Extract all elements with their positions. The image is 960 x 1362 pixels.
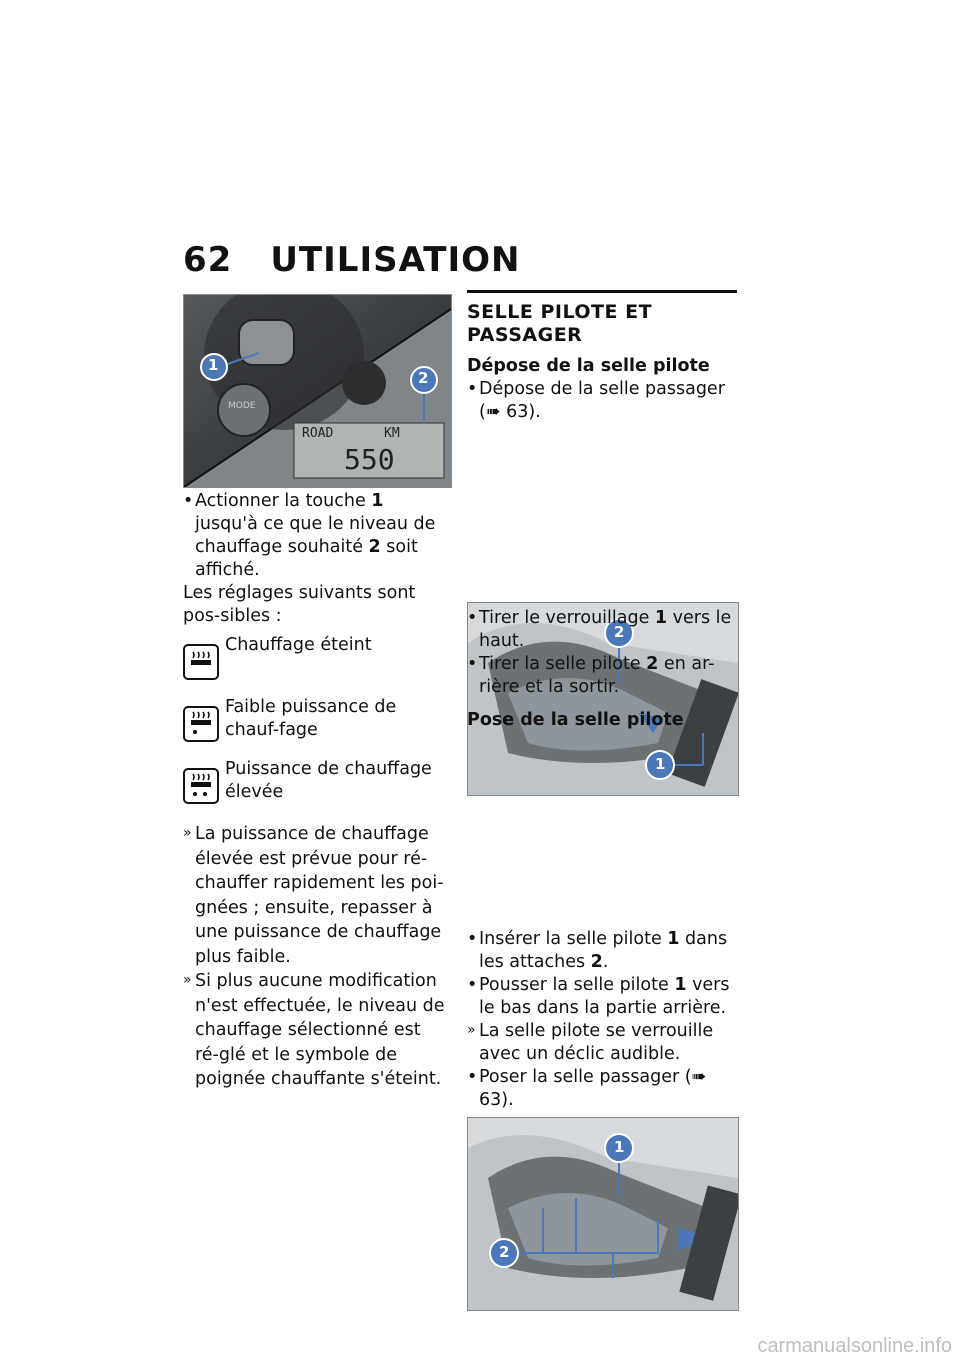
- callout-2: 2: [418, 369, 429, 387]
- result-high-power: » La puissance de chauffage élevée est prévue pour ré-chauffer rapidement les poi-gnées ; ensuite, repasser à une puissance de chauffage plus faible.: [183, 822, 448, 969]
- page-title: UTILISATION: [270, 240, 521, 280]
- setting-off-label: Chauffage éteint: [225, 635, 372, 655]
- page-ref-arrow-icon: ➠: [691, 1067, 707, 1087]
- watermark: carmanualsonline.info: [757, 1335, 952, 1357]
- result-symbol-off: » Si plus aucune modification n'est effectuée, le niveau de chauffage sélectionné est ré-glé et le symbole de poignée chauffante s'éteint.: [183, 969, 448, 1092]
- heated-grip-figure: [183, 294, 452, 488]
- settings-intro: Les réglages suivants sont pos-sibles :: [183, 583, 416, 626]
- seat-install-figure: [467, 1117, 739, 1311]
- callout-2: 2: [614, 623, 625, 641]
- heating-low-icon: [183, 706, 219, 742]
- step-press-button: • Actionner la touche 1 jusqu'à ce que le niveau de chauffage souhaité 2 soit affiché.: [183, 490, 448, 582]
- step-pull-seat: • Tirer la selle pilote 2 en ar-rière et la sortir.: [467, 653, 737, 699]
- left-column: [183, 490, 448, 1092]
- callout-2: 2: [499, 1243, 510, 1261]
- result-seat-locks: » La selle pilote se verrouille avec un déclic audible.: [467, 1020, 737, 1066]
- display-unit: KM: [384, 426, 400, 441]
- page-ref-arrow-icon: ➠: [485, 402, 501, 422]
- heating-high-icon: [183, 768, 219, 804]
- removal-steps: [467, 607, 737, 732]
- setting-low: [183, 696, 448, 742]
- callout-1: 1: [614, 1138, 625, 1156]
- setting-low-label: Faible puissance de chauf-fage: [225, 697, 397, 740]
- heating-off-icon: [183, 644, 219, 680]
- setting-high-label: Puissance de chauffage élevée: [225, 759, 432, 802]
- install-title: Pose de la selle pilote: [467, 710, 684, 730]
- setting-high: [183, 758, 448, 804]
- callout-1: 1: [655, 755, 666, 773]
- step-insert-seat: • Insérer la selle pilote 1 dans les attaches 2.: [467, 928, 737, 974]
- right-column: [467, 290, 737, 424]
- display-value: 550: [344, 443, 395, 476]
- step-pull-lock: • Tirer le verrouillage 1 vers le haut.: [467, 607, 737, 653]
- step-push-seat: • Pousser la selle pilote 1 vers le bas dans la partie arrière.: [467, 974, 737, 1020]
- removal-title: Dépose de la selle pilote: [467, 356, 710, 376]
- callout-1: 1: [208, 356, 219, 374]
- setting-off: [183, 634, 448, 680]
- step-remove-passenger-seat: • Dépose de la selle passager (➠ 63).: [467, 378, 737, 424]
- step-install-passenger-seat: • Poser la selle passager (➠ 63).: [467, 1066, 737, 1112]
- install-steps: [467, 928, 737, 1112]
- page-header: [183, 240, 520, 280]
- page-number: 62: [183, 240, 233, 280]
- section-title: SELLE PILOTE ET PASSAGER: [467, 290, 737, 347]
- mode-button-label: MODE: [228, 401, 256, 411]
- display-mode: ROAD: [302, 426, 334, 441]
